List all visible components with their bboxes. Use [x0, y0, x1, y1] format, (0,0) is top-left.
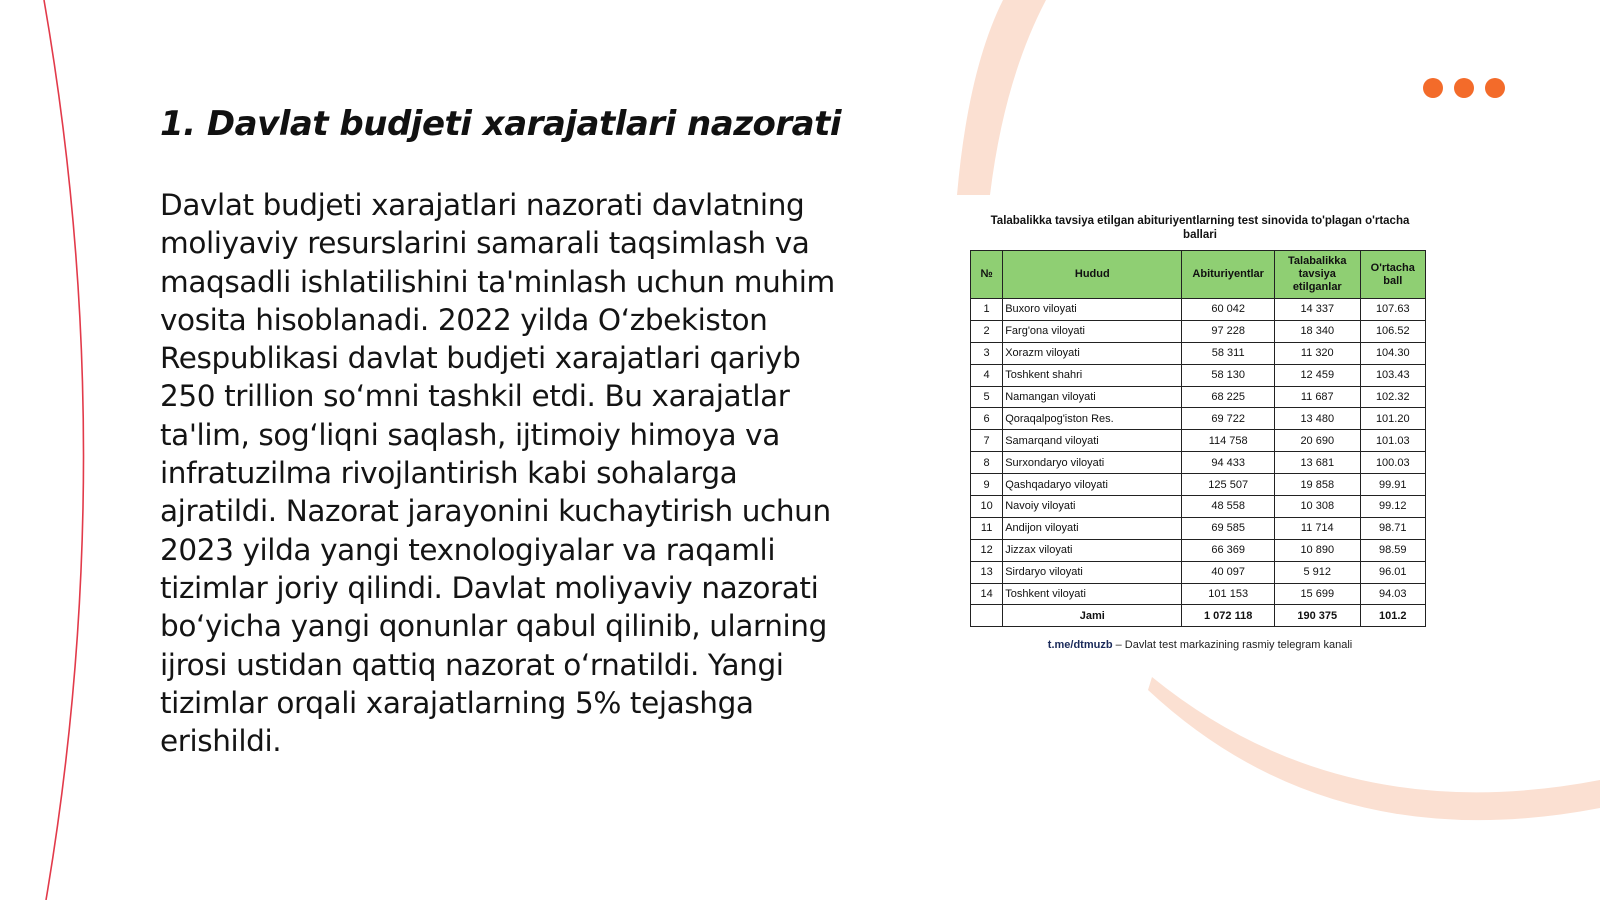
- table-source: [970, 639, 1430, 651]
- table-cell: 12: [971, 539, 1003, 561]
- table-cell: Surxondaryo viloyati: [1003, 452, 1182, 474]
- table-row: [971, 496, 1426, 518]
- table-cell: 58 311: [1182, 342, 1275, 364]
- table-cell: 98.71: [1360, 517, 1425, 539]
- table-cell: 10 308: [1274, 496, 1360, 518]
- table-cell: Farg'ona viloyati: [1003, 320, 1182, 342]
- table-row: [971, 539, 1426, 561]
- table-cell: Toshkent shahri: [1003, 364, 1182, 386]
- table-cell: 99.91: [1360, 474, 1425, 496]
- table-cell: 11 687: [1274, 386, 1360, 408]
- table-cell: 101.2: [1360, 605, 1425, 627]
- table-cell: Xorazm viloyati: [1003, 342, 1182, 364]
- col-header-average: O'rtacha ball: [1360, 251, 1425, 299]
- table-row: [971, 342, 1426, 364]
- table-row: [971, 517, 1426, 539]
- table-cell: 1: [971, 299, 1003, 321]
- table-cell: 190 375: [1274, 605, 1360, 627]
- table-cell: 68 225: [1182, 386, 1275, 408]
- menu-dots: [1423, 78, 1505, 98]
- source-text: – Davlat test markazining rasmiy telegram kanali: [1112, 639, 1353, 652]
- col-header-number: №: [971, 251, 1003, 299]
- table-cell: Namangan viloyati: [1003, 386, 1182, 408]
- table-cell: 96.01: [1360, 561, 1425, 583]
- table-row: [971, 386, 1426, 408]
- table-row: [971, 452, 1426, 474]
- table-cell: 114 758: [1182, 430, 1275, 452]
- table-cell: Buxoro viloyati: [1003, 299, 1182, 321]
- table-cell: Qoraqalpog'iston Res.: [1003, 408, 1182, 430]
- dot-icon: [1423, 78, 1443, 98]
- table-cell: 6: [971, 408, 1003, 430]
- table-cell: 66 369: [1182, 539, 1275, 561]
- table-cell: 15 699: [1274, 583, 1360, 605]
- table-cell: 107.63: [1360, 299, 1425, 321]
- table-cell: 98.59: [1360, 539, 1425, 561]
- table-row: [971, 474, 1426, 496]
- body-paragraph: Davlat budjeti xarajatlari nazorati davlatning moliyaviy resurslarini samarali taqsimlash va maqsadli ishlatilishini ta'minlash uchun muhim vosita hisoblanadi. 2022 yilda O‘zbekiston Respublikasi davlat budjeti xarajatlari qariyb 250 trillion so‘mni tashkil etdi. Bu xarajatlar ta'lim, sog‘liqni saqlash, ijtimoiy himoya va infratuzilma rivojlantirish kabi sohalarga ajratildi. Nazorat jarayonini kuchaytirish uchun 2023 yilda yangi texnologiyalar va raqamli tizimlar joriy qilindi. Davlat moliyaviy nazorati bo‘yicha yangi qonunlar qabul qilinib, ularning ijrosi ustidan qattiq nazorat o‘rnatildi. Yangi tizimlar orqali xarajatlarning 5% tejashga erishildi.: [160, 188, 835, 759]
- table-cell: 3: [971, 342, 1003, 364]
- table-cell: 9: [971, 474, 1003, 496]
- table-cell: 7: [971, 430, 1003, 452]
- table-cell: 14: [971, 583, 1003, 605]
- table-body: [971, 299, 1426, 627]
- left-accent-line: [44, 0, 84, 900]
- table-cell: 99.12: [1360, 496, 1425, 518]
- table-cell: 69 585: [1182, 517, 1275, 539]
- table-cell: Toshkent viloyati: [1003, 583, 1182, 605]
- top-arc-shape: [957, 0, 1046, 195]
- table-cell: 58 130: [1182, 364, 1275, 386]
- table-cell: 12 459: [1274, 364, 1360, 386]
- dot-icon: [1485, 78, 1505, 98]
- table-cell: Jami: [1003, 605, 1182, 627]
- table-cell: [971, 605, 1003, 627]
- table-cell: 20 690: [1274, 430, 1360, 452]
- table-cell: 102.32: [1360, 386, 1425, 408]
- table-cell: Jizzax viloyati: [1003, 539, 1182, 561]
- table-cell: 101.03: [1360, 430, 1425, 452]
- table-cell: 104.30: [1360, 342, 1425, 364]
- table-cell: 13 681: [1274, 452, 1360, 474]
- table-cell: 60 042: [1182, 299, 1275, 321]
- table-row: [971, 364, 1426, 386]
- table-cell: 13 480: [1274, 408, 1360, 430]
- table-cell: 14 337: [1274, 299, 1360, 321]
- table-cell: 48 558: [1182, 496, 1275, 518]
- table-cell: Navoiy viloyati: [1003, 496, 1182, 518]
- table-cell: 19 858: [1274, 474, 1360, 496]
- table-cell: 103.43: [1360, 364, 1425, 386]
- table-row: [971, 561, 1426, 583]
- table-cell: 106.52: [1360, 320, 1425, 342]
- table-cell: 13: [971, 561, 1003, 583]
- table-row: [971, 408, 1426, 430]
- results-table: [970, 250, 1426, 627]
- table-cell: 11 714: [1274, 517, 1360, 539]
- table-cell: Qashqadaryo viloyati: [1003, 474, 1182, 496]
- table-caption: Talabalikka tavsiya etilgan abituriyentlarning test sinovida to'plagan o'rtacha ballari: [990, 215, 1410, 241]
- table-cell: 8: [971, 452, 1003, 474]
- table-row: [971, 430, 1426, 452]
- table-cell: 94 433: [1182, 452, 1275, 474]
- col-header-recommended: Talabalikka tavsiya etilganlar: [1274, 251, 1360, 299]
- table-cell: 97 228: [1182, 320, 1275, 342]
- table-cell: 40 097: [1182, 561, 1275, 583]
- bottom-arc-shape: [1148, 677, 1600, 820]
- table-cell: Samarqand viloyati: [1003, 430, 1182, 452]
- table-figure: [970, 214, 1430, 651]
- table-cell: 18 340: [1274, 320, 1360, 342]
- table-cell: 5: [971, 386, 1003, 408]
- table-cell: 94.03: [1360, 583, 1425, 605]
- table-cell: 11 320: [1274, 342, 1360, 364]
- table-row: [971, 320, 1426, 342]
- table-cell: 10 890: [1274, 539, 1360, 561]
- table-cell: 11: [971, 517, 1003, 539]
- dot-icon: [1454, 78, 1474, 98]
- table-cell: 1 072 118: [1182, 605, 1275, 627]
- source-link[interactable]: t.me/dtmuzb: [1047, 639, 1113, 652]
- page-title: 1. Davlat budjeti xarajatlari nazorati: [160, 104, 841, 144]
- col-header-region: Hudud: [1003, 251, 1182, 299]
- table-cell: 101.20: [1360, 408, 1425, 430]
- table-row: [971, 299, 1426, 321]
- table-cell: 5 912: [1274, 561, 1360, 583]
- table-cell: 4: [971, 364, 1003, 386]
- table-cell: Andijon viloyati: [1003, 517, 1182, 539]
- col-header-applicants: Abituriyentlar: [1182, 251, 1275, 299]
- table-cell: 69 722: [1182, 408, 1275, 430]
- table-cell: 10: [971, 496, 1003, 518]
- table-total-row: [971, 605, 1426, 627]
- table-cell: 2: [971, 320, 1003, 342]
- table-cell: 100.03: [1360, 452, 1425, 474]
- table-cell: 101 153: [1182, 583, 1275, 605]
- table-cell: Sirdaryo viloyati: [1003, 561, 1182, 583]
- table-row: [971, 583, 1426, 605]
- table-header-row: [971, 251, 1426, 299]
- table-cell: 125 507: [1182, 474, 1275, 496]
